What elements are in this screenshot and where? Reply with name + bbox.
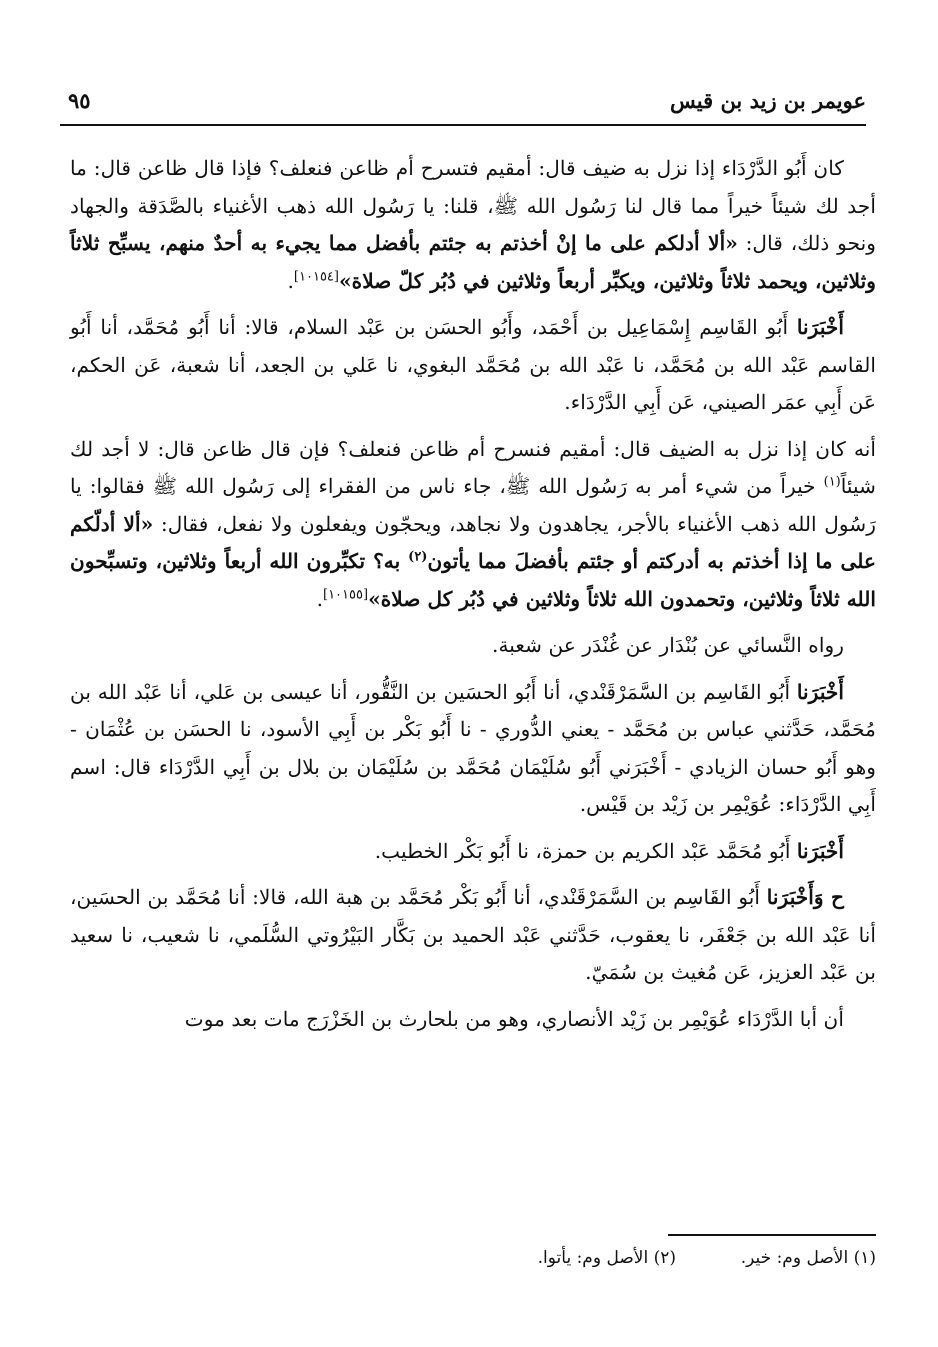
paragraph-4 [70,627,876,665]
page-number: ٩٥ [68,88,91,113]
footnote-marker-1: (١) [823,474,841,490]
isnad-text: أَبُو مُحَمَّد عَبْد الكريم بن حمزة، نا أَبُو بَكْر الخطيب. [374,838,797,863]
body-text [70,150,876,1047]
akhbarana-marker: وَأَخْبَرَنا [766,885,831,909]
akhbarana-marker: أَخْبَرَنا [796,315,844,339]
isnad-text: أَبُو القَاسِم إِسْمَاعِيل بن أَحْمَد، وأَبُو الحسَن بن عَبْد السلام، قالا: أنا أَبُو مُحَمَّد، أنا أَبُو القاسم عَبْد الله بن مُحَمَّد، نا عَبْد الله بن مُحَمَّد البغوي، نا عَلي بن الجعد، أنا شعبة، عَن الحكم، عَن أَبِي عمَر الصيني، عَن أَبِي الدَّرْدَاء. [70,315,876,414]
hadith-number: [١٠١٥٥] [323,586,369,602]
paragraph-6 [70,833,876,871]
isnad-text: أَبُو القَاسِم بن السَّمَرْقَنْدي، أنا أَبُو بَكْر مُحَمَّد بن هبة الله، قالا: أنا مُحَمَّد بن الحسَين، أنا عَبْد الله بن جَعْفَر، نا يعقوب، حَدَّثني عَبْد الحميد بن بَكَّار البَيْرُوتي السُّلَمي، نا شعيب، نا سعيد بن عَبْد العزيز، عَن مُغيث بن سُمَيّ. [70,885,876,984]
hadith-text: «ألا أدلّكم على ما إذا أخذتم به أدركتم أو جئتم بأفضلَ مما يأتون [70,511,876,573]
paragraph-7 [70,879,876,992]
paragraph-1 [70,150,876,300]
paragraph-text: أن أبا الدَّرْدَاء عُوَيْمِر بن زَيْد الأنصاري، وهو من بلحارث بن الخَزْرَج مات بعد موت [184,1006,844,1031]
footnotes [420,1244,876,1274]
paragraph-intro-continued: خيراً من شيء أمر به رَسُول الله ﷺ، جاء ناس من الفقراء إلى رَسُول الله ﷺ فقالوا: يا رَسُول الله ذهب الأغنياء بالأجر، يجاهدون ولا نجاهد، ويحجّون ويفعلون ولا نفعل، فقال: [70,474,876,536]
page-header [60,86,866,126]
akhbarana-marker: أَخْبَرَنا [796,679,844,704]
hadith-text-continued: به؟ تكبِّرون الله أربعاً وثلاثين، وتسبِّحون الله ثلاثاً وثلاثين، وتحمدون الله ثلاثاً وثلاثين في دُبُر كل صلاة» [70,549,876,611]
running-title: عويمر بن زيد بن قيس [669,88,866,113]
narration-note: رواه النَّسائي عن بُنْدَار عن غُنْدَر عن شعبة. [492,633,844,657]
paragraph-end: . [316,586,323,611]
paragraph-8 [70,1001,876,1039]
paragraph-intro: أنه كان إذا نزل به الضيف قال: أمقيم فنسرح أم ظاعن فنعلف؟ فإن قال ظاعن قال: لا أجد لك شيئاً [70,436,876,498]
paragraph-2 [70,309,876,422]
paragraph-end: . [287,268,294,293]
footnote-marker-2: (٢) [408,549,428,565]
hadith-text: «ألا أدلكم على ما إنْ أخذتم به جئتم بأفضل مما يجيء به أحدٌ منهم، يسبِّح ثلاثاً وثلاثين، ويحمد ثلاثاً وثلاثين، ويكبِّر أربعاً وثلاثين في دُبُر كلّ صلاة» [70,231,876,293]
isnad-text: أَبُو القَاسِم بن السَّمَرْقَنْدي، أنا أَبُو الحسَين بن النَّقُّور، أنا عيسى بن عَلي، أنا عَبْد الله بن مُحَمَّد، حَدَّثني عباس بن مُحَمَّد - يعني الدُّوري - نا أَبُو بَكْر بن أَبِي الأسود، نا الحسَن بن عُثْمَان - وهو أَبُو حسان الزيادي - أَخْبَرَني أَبُو سُلَيْمَان مُحَمَّد بن سُلَيْمَان بن بلال بن أَبِي الدَّرْدَاء قال: اسم أَبِي الدَّرْدَاء: عُوَيْمِر بن زَيْد بن قَيْس. [70,679,876,816]
akhbarana-marker: أَخْبَرَنا [796,838,844,863]
footnote-2: (٢) الأصل وم: يأتوا. [537,1248,676,1268]
paragraph-3 [70,431,876,619]
paragraph-intro: كان أَبُو الدَّرْدَاء إذا نزل به ضيف قال: أمقيم فتسرح أم ظاعن فنعلف؟ فإذا قال ظاعن قال: ما أجد لك شيئاً خيراً مما قال لنا رَسُول الله ﷺ، قلنا: يا رَسُول الله ذهب الأغنياء بالصَّدَقة والجهاد ونحو ذلك، قال: [70,156,876,255]
footnote-rule [668,1234,876,1236]
hadith-number: [١٠١٥٤] [293,268,339,284]
header-rule [60,124,866,126]
paragraph-5 [70,674,876,824]
ha-marker: ح [830,885,844,909]
footnote-1: (١) الأصل وم: خير. [740,1248,876,1268]
